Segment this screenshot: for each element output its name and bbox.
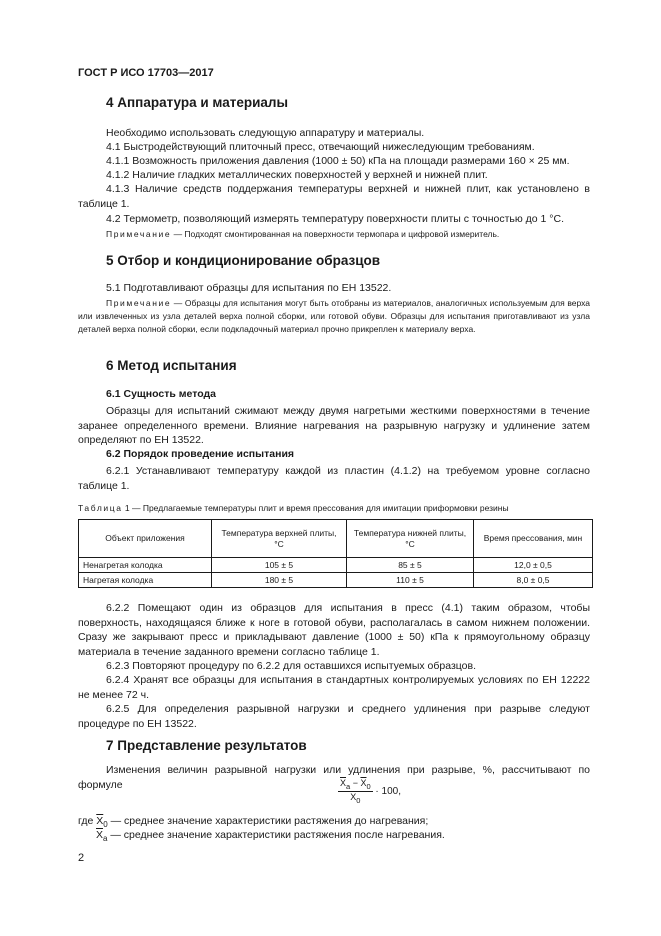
table-caption-text: 1 — Предлагаемые температуры плит и время прессования для имитации приформовки резины — [122, 503, 509, 513]
table-cell: 110 ± 5 — [347, 573, 474, 588]
formula-denominator: $\overline{X}_0$ — [350, 791, 361, 805]
s6-p5: 6.2.4 Хранят все образцы для испытания в стандартных контролируемых условиях по ЕН 12222 не менее 72 ч. — [78, 674, 590, 701]
s4-note — [78, 228, 590, 241]
s4-p4: 4.1.2 Наличие гладких металлических поверхностей у верхней и нижней плит. — [106, 169, 488, 181]
where-line-2: $\overline{X}_a$ — среднее значение характеристики растяжения после нагревания. — [96, 829, 445, 844]
note-label: Примечание — [106, 298, 172, 308]
table-label: Таблица — [78, 503, 123, 513]
s6-p4: 6.2.3 Повторяют процедуру по 6.2.2 для оставшихся испытуемых образцов. — [106, 660, 477, 672]
section-5-title: 5 Отбор и кондиционирование образцов — [106, 253, 381, 268]
s5-p1: 5.1 Подготавливают образцы для испытания по ЕН 13522. — [106, 282, 392, 294]
section-4-title: 4 Аппаратура и материалы — [106, 95, 289, 110]
table-cell: 105 ± 5 — [212, 558, 347, 573]
formula-tail: · 100, — [372, 785, 401, 797]
section-6-title: 6 Метод испытания — [106, 358, 237, 373]
page-number: 2 — [78, 852, 85, 864]
where-line-1: где $\overline{X}_0$ — среднее значение характеристики растяжения до нагревания; — [78, 815, 429, 830]
subsection-6-1-title: 6.1 Сущность метода — [106, 388, 217, 400]
s4-p3: 4.1.1 Возможность приложения давления (1000 ± 50) кПа на площади размерами 160 × 25 мм. — [106, 155, 570, 167]
note-text: — Образцы для испытания могут быть отобраны из материалов, аналогичных используемым для верха или извлеченных из узла деталей верха полной сборки, или готовой обуви. Образцы для испытания приготавливают из узла деталей верха полной сборки, если подкладочный материал прочно прикреплен к материалу верха. — [78, 298, 590, 334]
table-header-cell: Температура верхней плиты, °С — [212, 520, 347, 558]
table-row — [79, 558, 593, 573]
table-header-cell: Объект приложения — [79, 520, 212, 558]
note-text: — Подходят смонтированная на поверхности термопара и цифровой измеритель. — [171, 229, 500, 239]
table-cell: 12,0 ± 0,5 — [474, 558, 593, 573]
table-cell: 85 ± 5 — [347, 558, 474, 573]
s4-p2: 4.1 Быстродействующий плиточный пресс, отвечающий нижеследующим требованиям. — [106, 141, 535, 153]
formula-numerator: $\overline{X}_a - \overline{X}_0$ — [340, 778, 371, 791]
table-header-cell: Температура нижней плиты, °С — [347, 520, 474, 558]
s6-p1: Образцы для испытаний сжимают между двумя нагретыми жесткими поверхностями в течение заранее определенного времени. Влияние нагревания на разрывную нагрузку и удлинение затем определяют по ЕН 13522. — [78, 405, 590, 446]
s4-p6: 4.2 Термометр, позволяющий измерять температуру поверхности плиты с точностью до 1 °С. — [106, 213, 565, 225]
table-header-cell: Время прессования, мин — [474, 520, 593, 558]
document-header: ГОСТ Р ИСО 17703—2017 — [78, 67, 214, 79]
s6-p6: 6.2.5 Для определения разрывной нагрузки и среднего удлинения при разрыве следуют процедуре по ЕН 13522. — [78, 703, 590, 730]
s5-note — [78, 297, 590, 336]
table-caption — [78, 503, 509, 513]
table-cell: 8,0 ± 0,5 — [474, 573, 593, 588]
s7-p1: Изменения величин разрывной нагрузки или удлинения при разрыве, %, рассчитывают по формуле — [78, 764, 590, 791]
s6-p3: 6.2.2 Помещают один из образцов для испытания в пресс (4.1) таким образом, чтобы поверхность, находящаяся ближе к ноге в готовой обуви, располагалась в самом нижнем положении. Сразу же закрывают пресс и прикладывают давление (1000 ± 50) кПа к прямоугольному образцу материала в течение заданного времени согласно таблице 1. — [78, 602, 590, 658]
table-header-row — [79, 520, 593, 558]
subsection-6-2-title: 6.2 Порядок проведение испытания — [106, 448, 295, 460]
table-cell: Нагретая колодка — [79, 573, 212, 588]
s4-p1: Необходимо использовать следующую аппаратуру и материалы. — [106, 127, 425, 139]
table-row — [79, 573, 593, 588]
section-7-title: 7 Представление результатов — [106, 738, 307, 753]
formula — [338, 778, 401, 805]
table-cell: Ненагретая колодка — [79, 558, 212, 573]
s6-p2: 6.2.1 Устанавливают температуру каждой из пластин (4.1.2) на требуемом уровне согласно таблице 1. — [78, 465, 590, 492]
s4-p5: 4.1.3 Наличие средств поддержания температуры верхней и нижней плит, как установлено в таблице 1. — [78, 183, 590, 210]
table-cell: 180 ± 5 — [212, 573, 347, 588]
note-label: Примечание — [106, 229, 172, 239]
temperature-table — [78, 519, 593, 588]
